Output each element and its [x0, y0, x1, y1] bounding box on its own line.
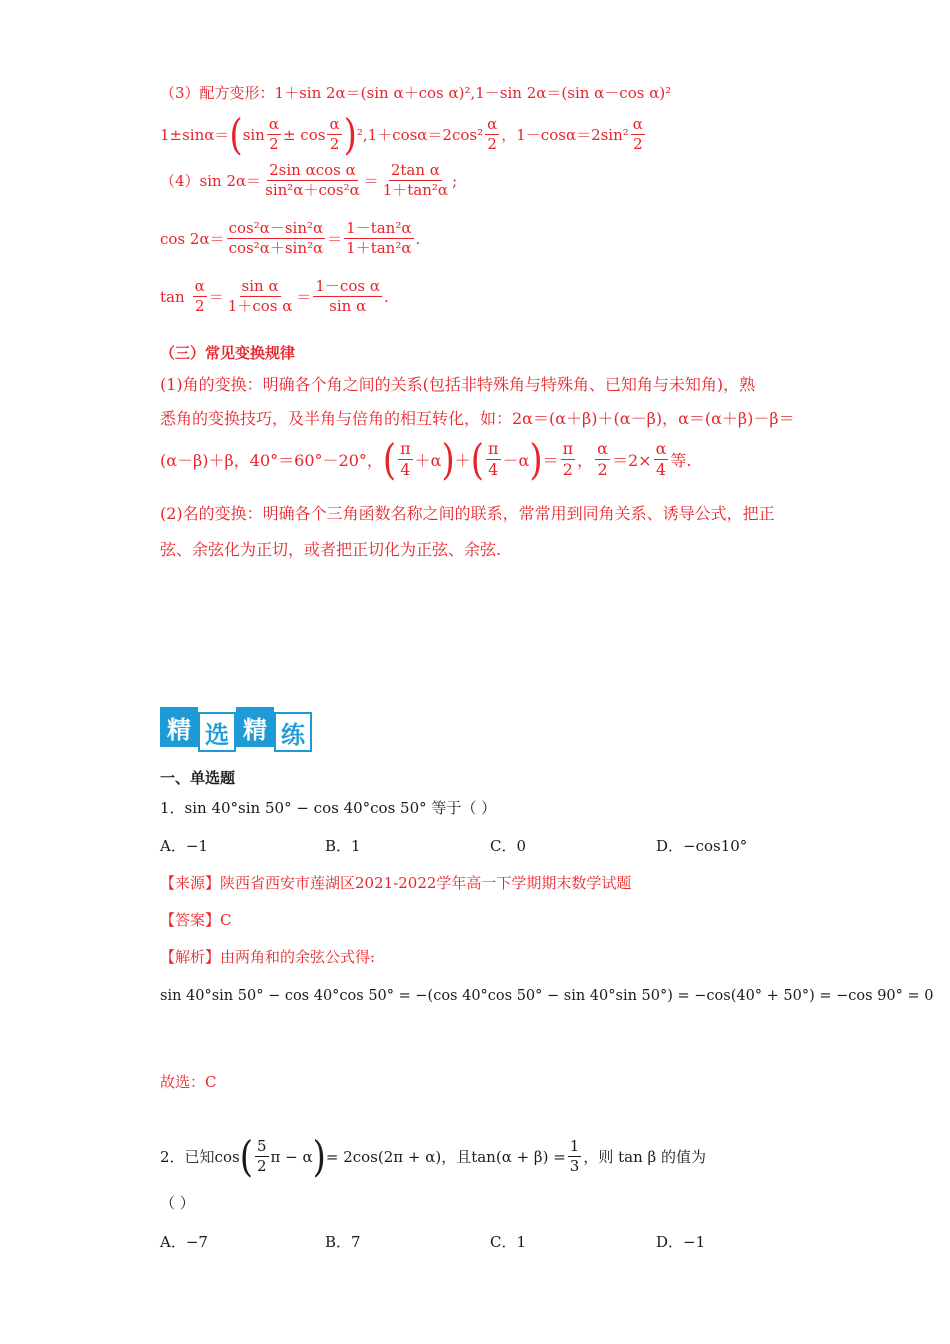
- analysis-equation: sin 40°sin 50° − cos 40°cos 50° = −(cos 40°cos 50° − sin 40°sin 50°) = −cos(40° + 50°) = −cos 90° = 0: [160, 988, 934, 1004]
- formula-line-3: （3）配方变形：1＋sin 2α＝(sin α＋cos α)²,1－sin 2α＝(sin α－cos α)²: [160, 84, 672, 102]
- formula-line-5: [160, 162, 457, 200]
- banner-char: 精: [236, 707, 274, 747]
- text: (α－β)＋β，40°＝60°－20°，: [160, 451, 383, 471]
- option-c: C．0: [490, 837, 527, 855]
- formula-line-4: [160, 109, 647, 160]
- formula-text: ＝: [208, 288, 224, 307]
- formula-line-7: [160, 278, 389, 316]
- text: ＝: [542, 451, 559, 471]
- answer-line: [160, 909, 232, 930]
- fraction: $\frac{\pi}{4}$: [488, 439, 499, 480]
- formula-text: ± cos: [282, 125, 326, 144]
- fraction: $\frac{5}{2}$: [256, 1137, 267, 1176]
- banner-char: 练: [274, 712, 312, 752]
- left-paren: (: [382, 434, 397, 485]
- banner-char: 精: [160, 707, 198, 747]
- section-title: 一、单选题: [160, 769, 236, 787]
- formula-text: ²,1＋cosα＝2cos²: [356, 126, 484, 145]
- question-stem: 1．sin 40°sin 50° − cos 40°cos 50° 等于（ ）: [160, 799, 497, 817]
- fraction: $\frac{\alpha}{4}$: [655, 439, 667, 480]
- right-paren: ): [529, 434, 543, 485]
- option-b: B．1: [325, 837, 361, 855]
- options-row: [160, 835, 940, 857]
- left-paren: (: [470, 434, 485, 485]
- source-text: 陕西省西安市莲湖区2021-2022学年高一下学期期末数学试题: [220, 874, 632, 892]
- formula-text: ，1－cosα＝2sin²: [501, 126, 629, 145]
- source-label: 【来源】: [160, 874, 221, 892]
- text: －α: [502, 451, 530, 471]
- right-paren: ): [441, 434, 455, 485]
- fraction: $\frac{\alpha}{2}$: [329, 115, 340, 154]
- analysis-label: 【解析】: [160, 948, 221, 966]
- formula-text: cos 2α＝: [160, 230, 225, 249]
- answer-label: 【答案】: [160, 911, 221, 929]
- fraction: $\frac{\text{2sin αcos α}}{\text{sin²α＋cos²α}}$: [265, 161, 360, 200]
- fraction: $\frac{\text{cos²α－sin²α}}{\text{cos²α＋sin²α}}$: [228, 219, 324, 258]
- paragraph-line: 悉角的变换技巧，及半角与倍角的相互转化，如：2α＝(α＋β)＋(α－β)，α＝(α＋β)－β＝: [160, 409, 795, 428]
- formula-text: ＝: [363, 172, 379, 191]
- formula-text: 1±sinα＝: [160, 126, 230, 145]
- analysis-text: 由两角和的余弦公式得:: [220, 948, 376, 966]
- text: 等.: [670, 451, 692, 471]
- text: ＋: [454, 451, 471, 471]
- right-paren: ): [343, 109, 357, 160]
- practice-banner: [160, 707, 312, 752]
- option-a: A．−7: [160, 1233, 208, 1251]
- option-a: A．−1: [160, 837, 208, 855]
- stem-text: 2．已知cos: [160, 1148, 240, 1167]
- section-heading: （三）常见变换规律: [160, 344, 296, 362]
- question-stem: [160, 1131, 706, 1182]
- formula-line-6: [160, 220, 420, 258]
- analysis-line: [160, 946, 375, 967]
- fraction: $\frac{\text{1－cos α}}{\text{sin α}}$: [315, 277, 380, 316]
- fraction: $\frac{\alpha}{2}$: [194, 277, 205, 316]
- answer-blank: （ ）: [160, 1194, 195, 1212]
- conclusion-line: 故选：C: [160, 1073, 217, 1091]
- paragraph-line: [160, 434, 692, 485]
- formula-text: ＝: [327, 230, 343, 249]
- stem-text: ，则 tan β 的值为: [583, 1148, 706, 1167]
- formula-text: tan: [160, 287, 185, 306]
- fraction: $\frac{\pi}{4}$: [400, 439, 411, 480]
- formula-text: ;: [452, 171, 458, 190]
- fraction: $\frac{\text{sin α}}{\text{1＋cos α}}$: [227, 277, 293, 316]
- option-b: B．7: [325, 1233, 361, 1251]
- fraction: $\frac{1}{3}$: [569, 1137, 580, 1176]
- paragraph-line: 弦、余弦化为正切，或者把正切化为正弦、余弦.: [160, 540, 502, 559]
- text: ＋α: [414, 451, 442, 471]
- option-c: C．1: [490, 1233, 527, 1251]
- formula-text: .: [383, 287, 389, 306]
- stem-text: π − α: [270, 1147, 313, 1166]
- formula-text: （4）sin 2α＝: [160, 172, 262, 191]
- fraction: $\frac{\pi}{2}$: [562, 439, 574, 480]
- paragraph-line: (1)角的变换：明确各个角之间的关系(包括非特殊角与特殊角、已知角与未知角)，熟: [160, 375, 756, 394]
- text: ＝2×: [611, 451, 652, 471]
- fraction: $\frac{\alpha}{2}$: [487, 115, 498, 154]
- formula-text: sin: [242, 125, 265, 144]
- banner-char: 选: [198, 712, 236, 752]
- answer-text: C: [220, 911, 232, 929]
- text: ，: [577, 451, 594, 471]
- left-paren: (: [239, 1131, 253, 1182]
- formula-text: .: [415, 229, 421, 248]
- fraction: $\frac{\alpha}{2}$: [597, 439, 608, 480]
- source-line: [160, 872, 631, 893]
- formula-text: ＝: [296, 288, 312, 307]
- fraction: $\frac{\alpha}{2}$: [268, 115, 279, 154]
- option-d: D．−1: [656, 1233, 706, 1251]
- fraction: $\frac{\text{1－tan²α}}{\text{1＋tan²α}}$: [346, 219, 412, 258]
- options-row: [160, 1231, 940, 1253]
- fraction: $\frac{\alpha}{2}$: [632, 115, 643, 154]
- stem-text: = 2cos(2π + α)，且tan(α + β) =: [325, 1148, 566, 1167]
- fraction: $\frac{\text{2tan α}}{\text{1＋tan²α}}$: [382, 161, 449, 200]
- paragraph-line: (2)名的变换：明确各个三角函数名称之间的联系，常常用到同角关系、诱导公式，把正: [160, 504, 775, 523]
- left-paren: (: [229, 109, 243, 160]
- option-d: D．−cos10°: [656, 837, 748, 855]
- right-paren: ): [312, 1131, 326, 1182]
